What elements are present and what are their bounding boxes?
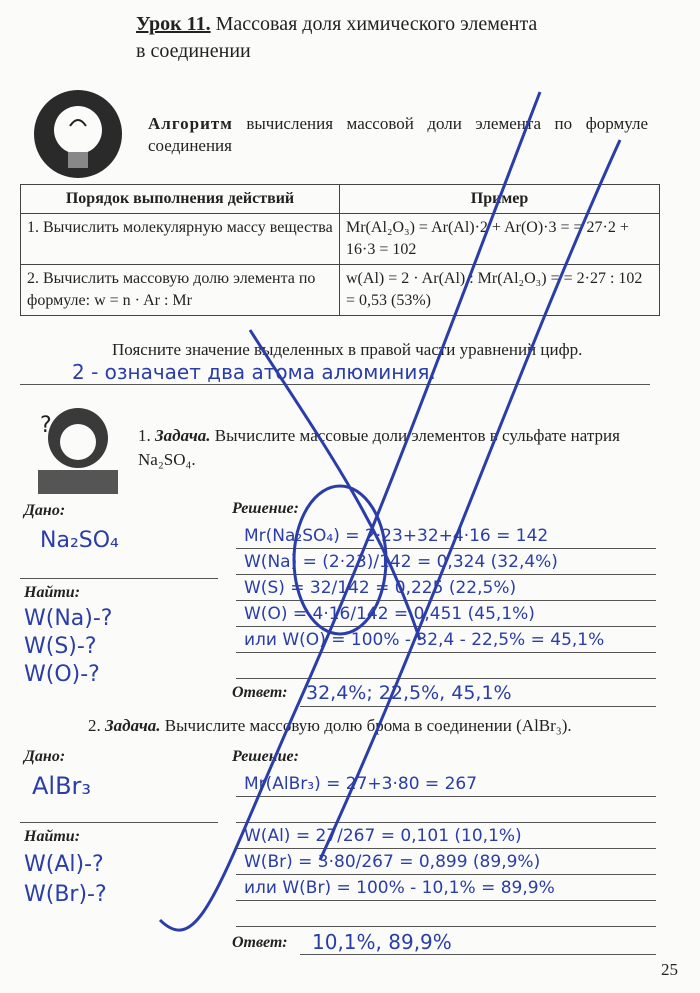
task1-otvet-label: Ответ: [232,684,288,701]
task1-naiti-0: W(Na)-? [24,606,113,631]
task1-solution-2: W(S) = 32/142 = 0,225 (22,5%) [244,578,517,598]
table-row [21,214,660,265]
task2-naiti-1: W(Br)-? [24,882,107,907]
task1-text: Вычислите массовые доли элементов в сульфате натрия Na₂SO₄. [138,426,620,469]
lightbulb-icon [26,86,130,182]
task2-naiti-0: W(Al)-? [24,852,104,877]
task2-otvet-label: Ответ: [232,934,288,951]
task2-statement [88,716,688,736]
task2-label: Задача. [105,716,161,735]
explain-prompt: Поясните значение выделенных в правой части уравнений цифр. [112,340,583,359]
task2-reshenie-label: Решение: [232,748,299,765]
lesson-title [136,12,537,36]
task1-naiti-1: W(S)-? [24,634,97,659]
task1-dano-value: Na₂SO₄ [40,528,119,553]
page-number: 25 [661,960,678,979]
divider [20,822,218,823]
task1-solution-1: W(Na) = (2·23)/142 = 0,324 (32,4%) [244,552,558,572]
answer-line [20,384,650,385]
task1-label: Задача. [155,426,211,445]
task1-number: 1. [138,426,151,445]
solution-line [236,874,656,875]
solution-line [236,548,656,549]
solution-line [236,900,656,901]
table-header-example: Пример [340,185,660,214]
table-cell-example: Mr(Al₂O₃) = Ar(Al)·2 + Ar(O)·3 = = 27·2 + 16·3 = 102 [340,214,660,265]
algorithm-table [20,184,660,316]
thinking-student-icon [18,398,128,498]
task2-solution-1: W(Al) = 27/267 = 0,101 (10,1%) [244,826,522,846]
table-cell-example: w(Al) = 2 · Ar(Al) : Mr(Al₂O₃) = = 2·27 : 102 = 0,53 (53%) [340,265,660,316]
task1-reshenie-label: Решение: [232,500,299,517]
solution-line [236,600,656,601]
solution-line [236,822,656,823]
lesson-number: Урок 11. [136,13,211,35]
task1-solution-0: Mr(Na₂SO₄) = 2·23+32+4·16 = 142 [244,526,549,546]
solution-line [236,926,656,927]
task1-dano-label: Дано: [24,502,66,519]
task2-number: 2. [88,716,101,735]
task2-dano-label: Дано: [24,748,66,765]
algorithm-heading [148,113,648,157]
task2-dano-value: AlBr₃ [32,772,92,800]
task1-statement [138,424,658,472]
task1-naiti-2: W(O)-? [24,662,100,687]
task1-otvet-value: 32,4%; 22,5%, 45,1% [306,682,512,704]
answer-line [300,954,656,955]
solution-line [236,652,656,653]
solution-line [236,848,656,849]
table-header-steps: Порядок выполнения действий [21,185,340,214]
explain-answer: 2 - означает два атома алюминия. [72,360,436,384]
answer-line [300,706,656,707]
lesson-title-line2: в соединении [136,40,251,62]
task1-solution-4: или W(O) = 100% - 32,4 - 22,5% = 45,1% [244,630,605,650]
task2-otvet-value: 10,1%, 89,9% [312,930,452,954]
divider [20,578,218,579]
solution-line [236,574,656,575]
solution-line [236,796,656,797]
table-cell-step: 2. Вычислить массовую долю элемента по формуле: w = n · Ar : Mr [21,265,340,316]
task1-solution-3: W(O) = 4·16/142 = 0,451 (45,1%) [244,604,535,624]
svg-text:?: ? [40,413,52,438]
solution-line [236,678,656,679]
algorithm-heading-bold: Алгоритм [148,114,233,133]
task2-naiti-label: Найти: [24,828,81,845]
task2-solution-2: W(Br) = 3·80/267 = 0,899 (89,9%) [244,852,541,872]
algorithm-heading-rest: вычисления массовой доли элемента по формуле соединения [148,114,648,155]
task2-solution-0: Mr(AlBr₃) = 27+3·80 = 267 [244,774,478,794]
task2-text: Вычислите массовую долю брома в соединении (AlBr₃). [160,716,572,735]
table-row [21,265,660,316]
solution-line [236,626,656,627]
task1-naiti-label: Найти: [24,584,81,601]
table-cell-step: 1. Вычислить молекулярную массу вещества [21,214,340,265]
task2-solution-3: или W(Br) = 100% - 10,1% = 89,9% [244,878,555,898]
lesson-title-line1: Массовая доля химического элемента [215,13,538,35]
